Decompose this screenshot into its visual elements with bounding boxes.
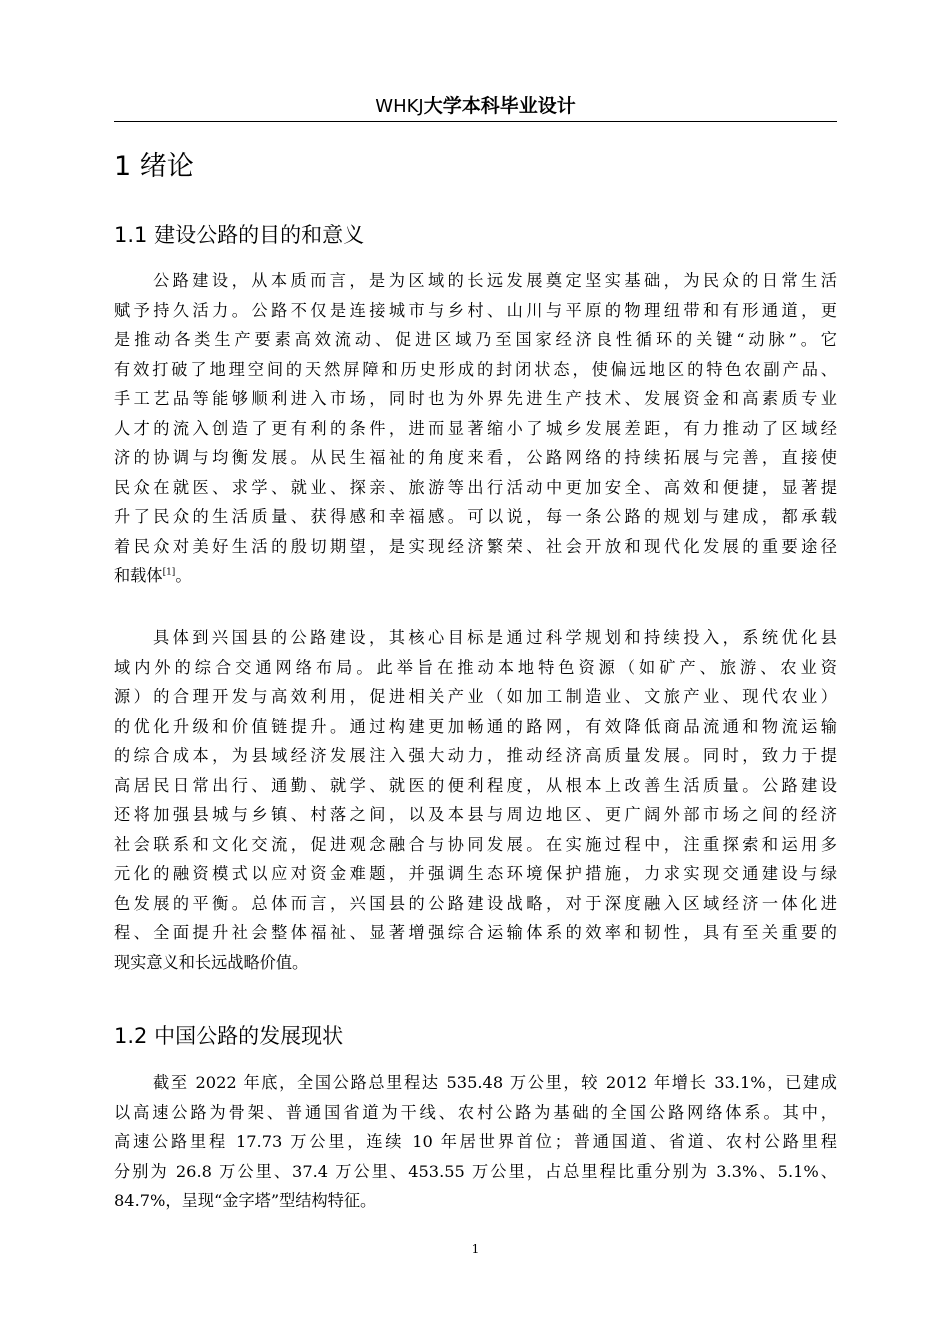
text-fragment: 。 bbox=[175, 566, 192, 585]
citation-ref[interactable]: [1] bbox=[162, 567, 176, 578]
text-line: 赋予持久活力。公路不仅是连接城市与乡村、山川与平原的物理纽带和有形通道，更 bbox=[114, 300, 837, 320]
text-line-last: 84.7%，呈现“金字塔”型结构特征。 bbox=[114, 1191, 377, 1210]
text-line: 程、全面提升社会整体福祉、显著增强综合运输体系的效率和韧性，具有至关重要的 bbox=[114, 923, 837, 942]
header-divider bbox=[114, 121, 837, 122]
paragraph-1-1-a bbox=[114, 266, 837, 591]
text-line: 以高速公路为骨架、普通国省道为干线、农村公路为基础的全国公路网络体系。其中， bbox=[114, 1102, 837, 1122]
text-line: 济的协调与均衡发展。从民生福祉的角度来看，公路网络的持续拓展与完善，直接使 bbox=[114, 448, 837, 467]
text-line: 民众在就医、求学、就业、探亲、旅游等出行活动中更加安全、高效和便捷，显著提 bbox=[114, 477, 837, 497]
text-line: 还将加强县城与乡镇、村落之间，以及本县与周边地区、更广阔外部市场之间的经济 bbox=[114, 805, 837, 824]
page-number: 1 bbox=[471, 1242, 480, 1256]
text-line: 色发展的平衡。总体而言，兴国县的公路建设战略，对于深度融入区域经济一体化进 bbox=[114, 893, 837, 913]
text-line: 的优化升级和价值链提升。通过构建更加畅通的路网，有效降低商品流通和物流运输 bbox=[114, 716, 837, 736]
text-line: 是推动各类生产要素高效流动、促进区域乃至国家经济良性循环的关键“动脉”。它 bbox=[114, 330, 837, 349]
paragraph-1-1-b bbox=[114, 623, 837, 977]
text-line: 社会联系和文化交流，促进观念融合与协同发展。在实施过程中，注重探索和运用多 bbox=[114, 834, 837, 854]
text-line: 分别为 26.8 万公里、37.4 万公里、453.55 万公里，占总里程比重分别为 3.3%、5.1%、 bbox=[114, 1161, 837, 1181]
section-title-1-1: 1.1 建设公路的目的和意义 bbox=[114, 223, 365, 247]
text-fragment: 和载体 bbox=[114, 566, 163, 585]
header-prefix: WHKJ bbox=[375, 96, 424, 117]
text-line: 着民众对美好生活的殷切期望，是实现经济繁荣、社会开放和现代化发展的重要途径 bbox=[114, 536, 837, 556]
text-line: 截至 2022 年底，全国公路总里程达 535.48 万公里，较 2012 年增长 33.1%，已建成 bbox=[153, 1073, 837, 1092]
text-line: 源）的合理开发与高效利用，促进相关产业（如加工制造业、文旅产业、现代农业） bbox=[114, 687, 837, 706]
paragraph-1-2-a bbox=[114, 1068, 837, 1216]
page-header bbox=[114, 92, 837, 121]
text-line: 公路建设，从本质而言，是为区域的长远发展奠定坚实基础，为民众的日常生活 bbox=[153, 271, 837, 290]
chapter-title: 1 绪论 bbox=[114, 151, 194, 182]
text-line-last bbox=[114, 561, 837, 591]
text-line: 高速公路里程 17.73 万公里，连续 10 年居世界首位；普通国道、省道、农村公路里程 bbox=[114, 1132, 837, 1151]
text-line: 域内外的综合交通网络布局。此举旨在推动本地特色资源（如矿产、旅游、农业资 bbox=[114, 657, 837, 677]
text-line: 具体到兴国县的公路建设，其核心目标是通过科学规划和持续投入，系统优化县 bbox=[153, 628, 837, 647]
header-title: 大学本科毕业设计 bbox=[423, 95, 576, 117]
text-line: 高居民日常出行、通勤、就学、就医的便利程度，从根本上改善生活质量。公路建设 bbox=[114, 775, 837, 795]
text-line-last: 现实意义和长远战略价值。 bbox=[114, 952, 309, 972]
text-line: 人才的流入创造了更有利的条件，进而显著缩小了城乡发展差距，有力推动了区域经 bbox=[114, 418, 837, 438]
text-line: 有效打破了地理空间的天然屏障和历史形成的封闭状态，使偏远地区的特色农副产品、 bbox=[114, 359, 837, 379]
text-line: 的综合成本，为县域经济发展注入强大动力，推动经济高质量发展。同时，致力于提 bbox=[114, 746, 837, 765]
text-line: 元化的融资模式以应对资金难题，并强调生态环境保护措施，力求实现交通建设与绿 bbox=[114, 864, 837, 883]
section-title-1-2: 1.2 中国公路的发展现状 bbox=[114, 1024, 344, 1048]
text-line: 升了民众的生活质量、获得感和幸福感。可以说，每一条公路的规划与建成，都承载 bbox=[114, 507, 837, 526]
text-line: 手工艺品等能够顺利进入市场，同时也为外界先进生产技术、发展资金和高素质专业 bbox=[114, 389, 837, 408]
